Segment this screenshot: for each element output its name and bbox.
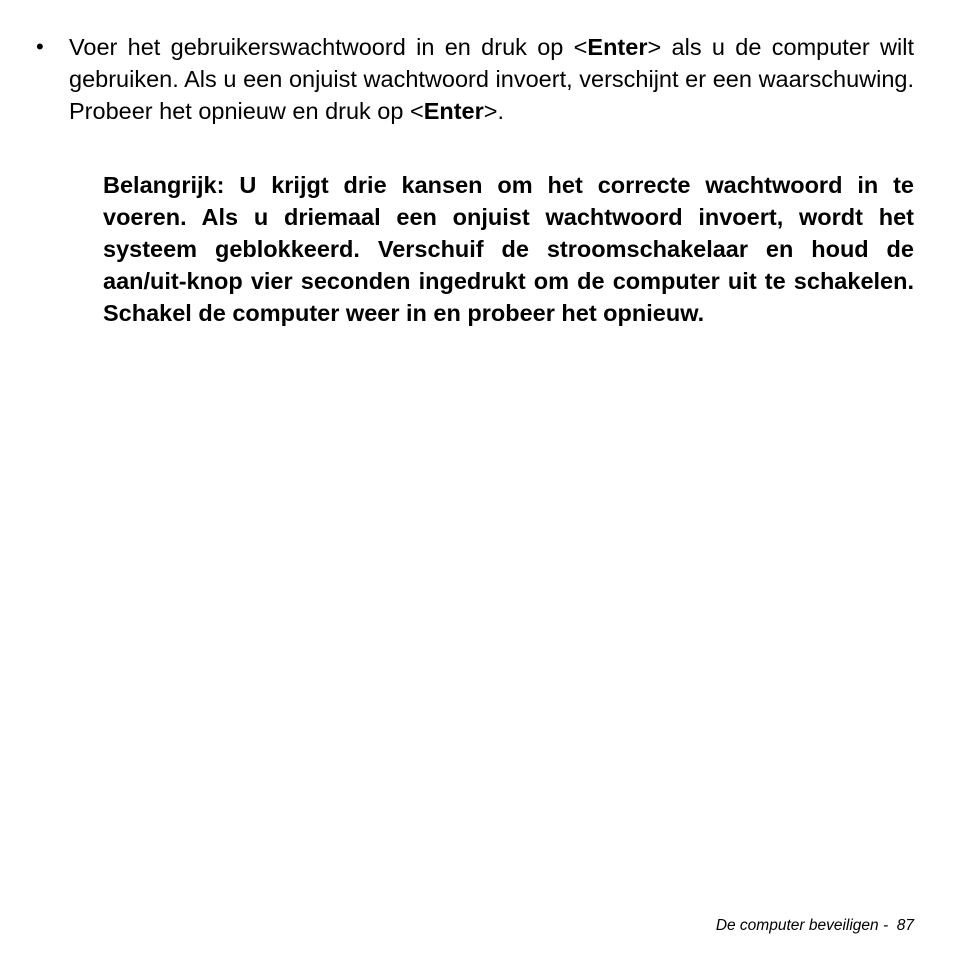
bullet-text-after: >. <box>483 98 505 124</box>
footer-section-title: De computer beveiligen - <box>715 917 893 934</box>
page-number: 87 <box>896 917 914 934</box>
enter-key-label-2: Enter <box>423 98 484 124</box>
page-footer <box>716 917 914 935</box>
bullet-paragraph <box>69 31 914 127</box>
enter-key-label: Enter <box>587 34 648 60</box>
bullet-item <box>36 31 914 127</box>
bullet-marker: • <box>36 34 44 59</box>
bullet-text-before: Voer het gebruikerswachtwoord in en druk op < <box>69 34 588 60</box>
bullet-text-middle: > als u de computer wilt gebruiken. Als u een onjuist wachtwoord invoert, verschijnt er een waarschuwing. Probeer het opnieuw en druk op < <box>69 34 914 124</box>
important-note: Belangrijk: U krijgt drie kansen om het correcte wachtwoord in te voeren. Als u driemaal een onjuist wachtwoord invoert, wordt het systeem geblokkeerd. Verschuif de stroomschakelaar en houd de aan/uit-knop vier seconden ingedrukt om de computer uit te schakelen. Schakel de computer weer in en probeer het opnieuw. <box>103 172 914 326</box>
